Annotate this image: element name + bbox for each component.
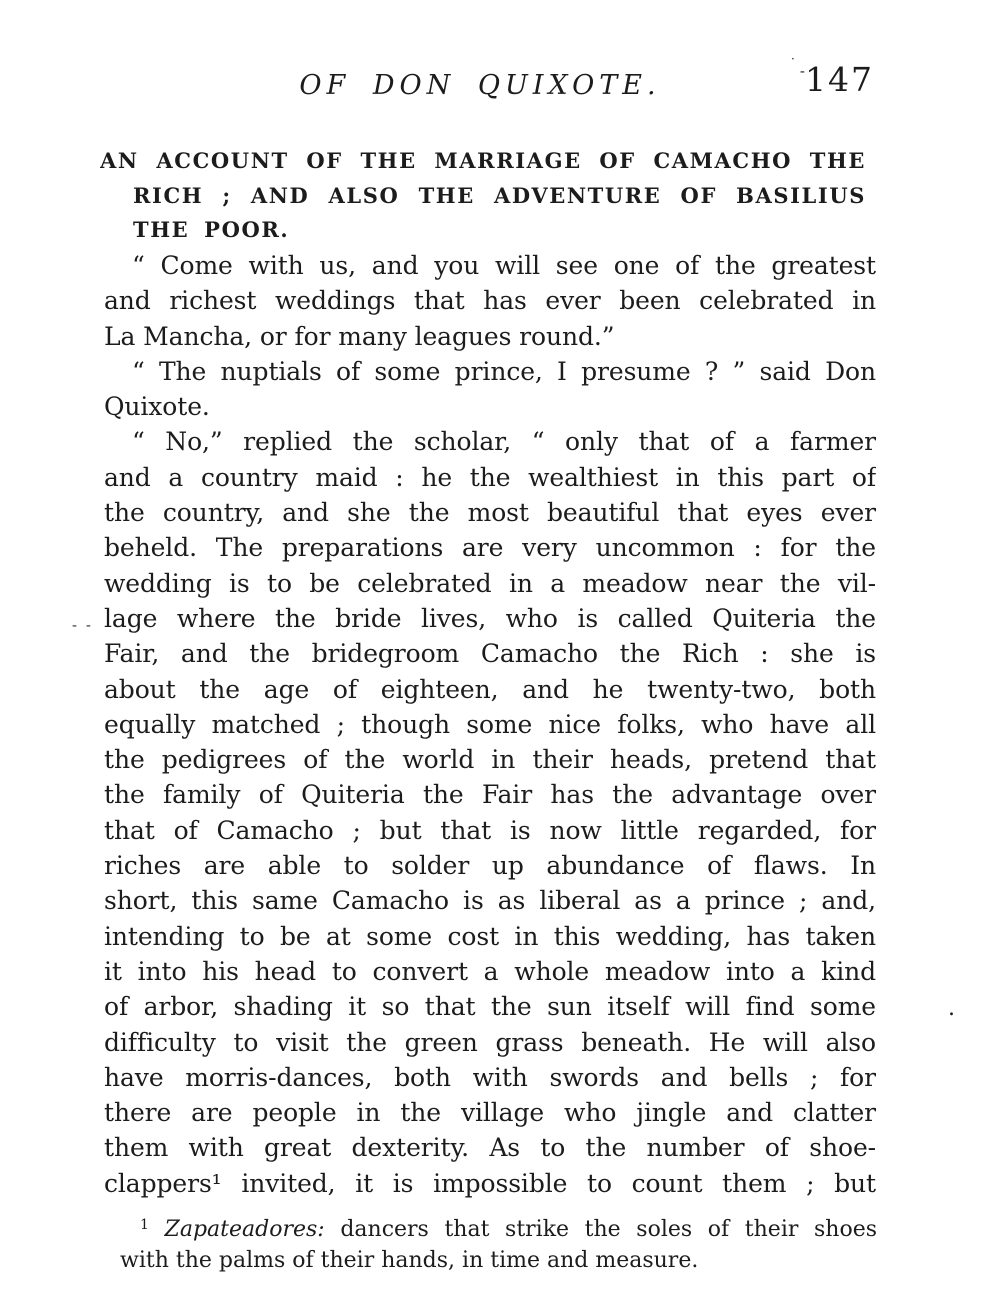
paragraph <box>104 424 876 1201</box>
running-title: OF DON QUIXOTE. <box>299 70 661 101</box>
footnote-line: with the palms of their hands, in time and measure. <box>120 1248 699 1273</box>
text-line: the country, and she the most beautiful that eyes ever <box>104 498 876 528</box>
text-line: short, this same Camacho is as liberal as a prince ; and, <box>104 886 876 916</box>
text-line: have morris-dances, both with swords and bells ; for <box>104 1062 876 1092</box>
text-line: intending to be at some cost in this wedding, has taken <box>104 921 876 951</box>
footnote-term: Zapateadores: <box>164 1217 325 1242</box>
chapter-heading-line: THE POOR. <box>133 217 290 242</box>
text-line: and a country maid : he the wealthiest in this part of <box>104 462 876 492</box>
paragraph <box>104 248 876 354</box>
chapter-heading <box>100 144 866 248</box>
text-line: “ The nuptials of some prince, I presume ? ” said Don <box>132 356 876 386</box>
text-line: wedding is to be celebrated in a meadow near the vil- <box>104 568 876 598</box>
page-number <box>800 60 874 99</box>
paragraph <box>104 354 876 425</box>
body-text <box>104 248 876 1201</box>
text-line: and richest weddings that has ever been celebrated in <box>104 286 876 316</box>
text-line: beheld. The preparations are very uncommon : for the <box>104 533 876 563</box>
text-line: there are people in the village who jingle and clatter <box>104 1098 876 1128</box>
text-line: it into his head to convert a whole meadow into a kind <box>104 956 876 986</box>
text-line: Quixote. <box>104 392 210 422</box>
margin-dashes-mark: - - <box>72 616 93 634</box>
text-line: them with great dexterity. As to the number of shoe- <box>104 1133 876 1163</box>
text-line: La Mancha, or for many leagues round.” <box>104 321 615 351</box>
text-line: difficulty to visit the green grass beneath. He will also <box>104 1027 876 1057</box>
page-number-value: 147 <box>805 60 874 99</box>
text-line: riches are able to solder up abundance of flaws. In <box>104 851 876 881</box>
text-line: that of Camacho ; but that is now little regarded, for <box>104 815 876 845</box>
text-line: “ No,” replied the scholar, “ only that of a farmer <box>132 427 876 457</box>
footnote <box>120 1208 877 1278</box>
text-line: the pedigrees of the world in their heads, pretend that <box>104 745 876 775</box>
page-number-mark: - <box>799 62 805 80</box>
text-line: “ Come with us, and you will see one of the greatest <box>132 251 876 280</box>
footnote-marker: 1 <box>140 1217 149 1233</box>
scan-dot-mark: . <box>948 996 955 1021</box>
footnote-text: dancers that strike the soles of their shoes <box>340 1217 877 1242</box>
text-line: Fair, and the bridegroom Camacho the Rich : she is <box>104 639 876 669</box>
text-line: equally matched ; though some nice folks, who have all <box>104 709 876 739</box>
chapter-heading-line: RICH ; AND ALSO THE ADVENTURE OF BASILIUS <box>133 182 866 208</box>
text-line: the family of Quiteria the Fair has the advantage over <box>104 780 876 810</box>
text-line: lage where the bride lives, who is called Quiteria the <box>104 603 876 633</box>
text-line: of arbor, shading it so that the sun itself will find some <box>104 992 876 1022</box>
footnote-line <box>120 1208 877 1243</box>
text-line: clappers¹ invited, it is impossible to count them ; but <box>104 1168 876 1198</box>
scan-speck-mark: · <box>791 52 795 66</box>
chapter-heading-line: AN ACCOUNT OF THE MARRIAGE OF CAMACHO THE <box>100 148 866 173</box>
text-line: about the age of eighteen, and he twenty-two, both <box>104 674 876 704</box>
